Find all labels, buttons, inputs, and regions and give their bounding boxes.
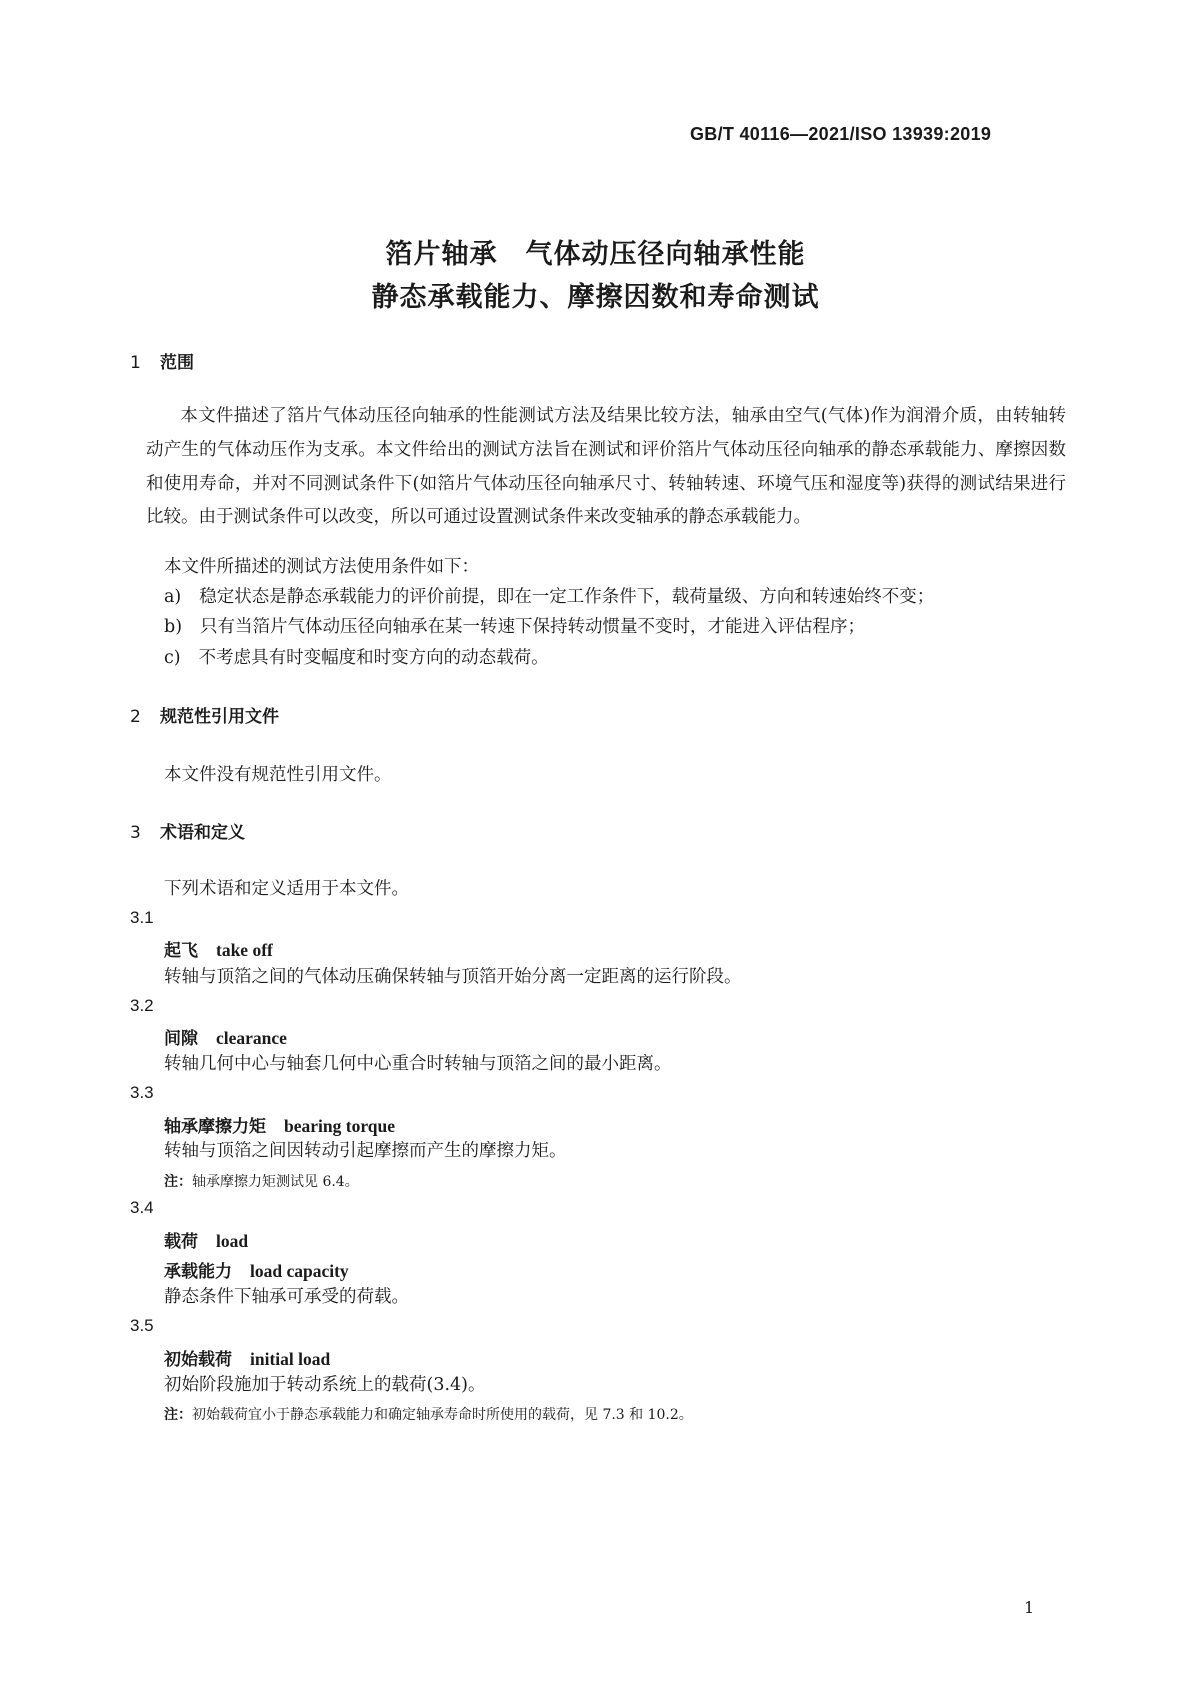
term-zh: 轴承摩擦力矩: [164, 1117, 266, 1137]
term-name: [164, 1345, 330, 1370]
list-label: a): [164, 587, 182, 607]
list-label: c): [164, 648, 181, 668]
term-number: 3.4: [130, 1198, 154, 1217]
term-en: bearing torque: [284, 1116, 395, 1136]
term-en: load: [216, 1231, 249, 1251]
condition-item-b: [164, 610, 865, 644]
section-title: 术语和定义: [160, 823, 245, 843]
term-zh: 间隙: [164, 1029, 198, 1049]
term-definition: 转轴几何中心与轴套几何中心重合时转轴与顶箔之间的最小距离。: [164, 1054, 672, 1074]
term-zh: 载荷: [164, 1232, 198, 1252]
term-number: 3.3: [130, 1083, 154, 1102]
paragraph-text: 本文件描述了箔片气体动压径向轴承的性能测试方法及结果比较方法，轴承由空气(气体)作为润滑介质，由转轴转动产生的气体动压作为支承。本文件给出的测试方法旨在测试和评价箔片气体动压径向轴承的静态承载能力、摩擦因数和使用寿命，并对不同测试条件下(如箔片气体动压径向轴承尺寸、转轴转速、环境气压和湿度等)获得的测试结果进行比较。由于测试条件可以改变，所以可通过设置测试条件来改变轴承的静态承载能力。: [146, 406, 1066, 528]
document-title-line-1: 箔片轴承 气体动压径向轴承性能: [385, 239, 806, 270]
term-number: 3.2: [130, 996, 154, 1015]
term-definition: 静态条件下轴承可承受的荷载。: [164, 1287, 409, 1307]
term-definition: 转轴与顶箔之间的气体动压确保转轴与顶箔开始分离一定距离的运行阶段。: [164, 967, 742, 987]
term-name: [164, 936, 273, 961]
term-zh: 起飞: [164, 941, 198, 961]
condition-item-a: [164, 580, 934, 614]
term-number: 3.5: [130, 1316, 154, 1335]
section-2-text: 本文件没有规范性引用文件。: [164, 765, 392, 785]
term-definition: 转轴与顶箔之间因转动引起摩擦而产生的摩擦力矩。: [164, 1141, 567, 1161]
section-3-heading: [130, 818, 245, 843]
term-name: [164, 1227, 248, 1252]
standard-code: GB/T 40116—2021/ISO 13939:2019: [690, 124, 992, 144]
section-title: 规范性引用文件: [160, 707, 279, 727]
term-name: [164, 1024, 287, 1049]
condition-item-c: [164, 641, 549, 675]
term-en: take off: [216, 940, 273, 960]
term-en: load capacity: [250, 1261, 349, 1281]
term-note: [164, 1404, 693, 1424]
list-text: 稳定状态是静态承载能力的评价前提，即在一定工作条件下，载荷量级、方向和转速始终不变；: [199, 587, 935, 607]
note-text: 轴承摩擦力矩测试见 6.4。: [192, 1174, 359, 1190]
section-title: 范围: [160, 353, 194, 373]
document-title-line-2: 静态承载能力、摩擦因数和寿命测试: [371, 282, 820, 313]
term-zh: 承载能力: [164, 1262, 232, 1282]
term-zh: 初始载荷: [164, 1350, 232, 1370]
conditions-intro: 本文件所描述的测试方法使用条件如下：: [164, 557, 479, 577]
list-text: 不考虑具有时变幅度和时变方向的动态载荷。: [198, 648, 549, 668]
note-label: 注：: [164, 1407, 192, 1423]
list-text: 只有当箔片气体动压径向轴承在某一转速下保持转动惯量不变时，才能进入评估程序；: [200, 617, 866, 637]
term-name-alt: [164, 1257, 349, 1282]
section-3-intro: 下列术语和定义适用于本文件。: [164, 879, 409, 899]
section-1-intro-paragraph: [146, 400, 1066, 535]
page-number: 1: [1024, 1598, 1035, 1617]
note-text: 初始载荷宜小于静态承载能力和确定轴承寿命时所使用的载荷，见 7.3 和 10.2。: [192, 1407, 693, 1423]
section-number: 3: [130, 823, 141, 843]
section-number: 1: [130, 353, 141, 373]
section-2-heading: [130, 702, 279, 727]
section-number: 2: [130, 707, 141, 727]
term-definition: 初始阶段施加于转动系统上的载荷(3.4)。: [164, 1375, 486, 1395]
list-label: b): [164, 617, 183, 637]
term-number: 3.1: [130, 908, 154, 927]
note-label: 注：: [164, 1174, 192, 1190]
section-1-heading: [130, 348, 194, 373]
term-note: [164, 1171, 359, 1191]
term-en: clearance: [216, 1028, 287, 1048]
term-en: initial load: [250, 1349, 331, 1369]
